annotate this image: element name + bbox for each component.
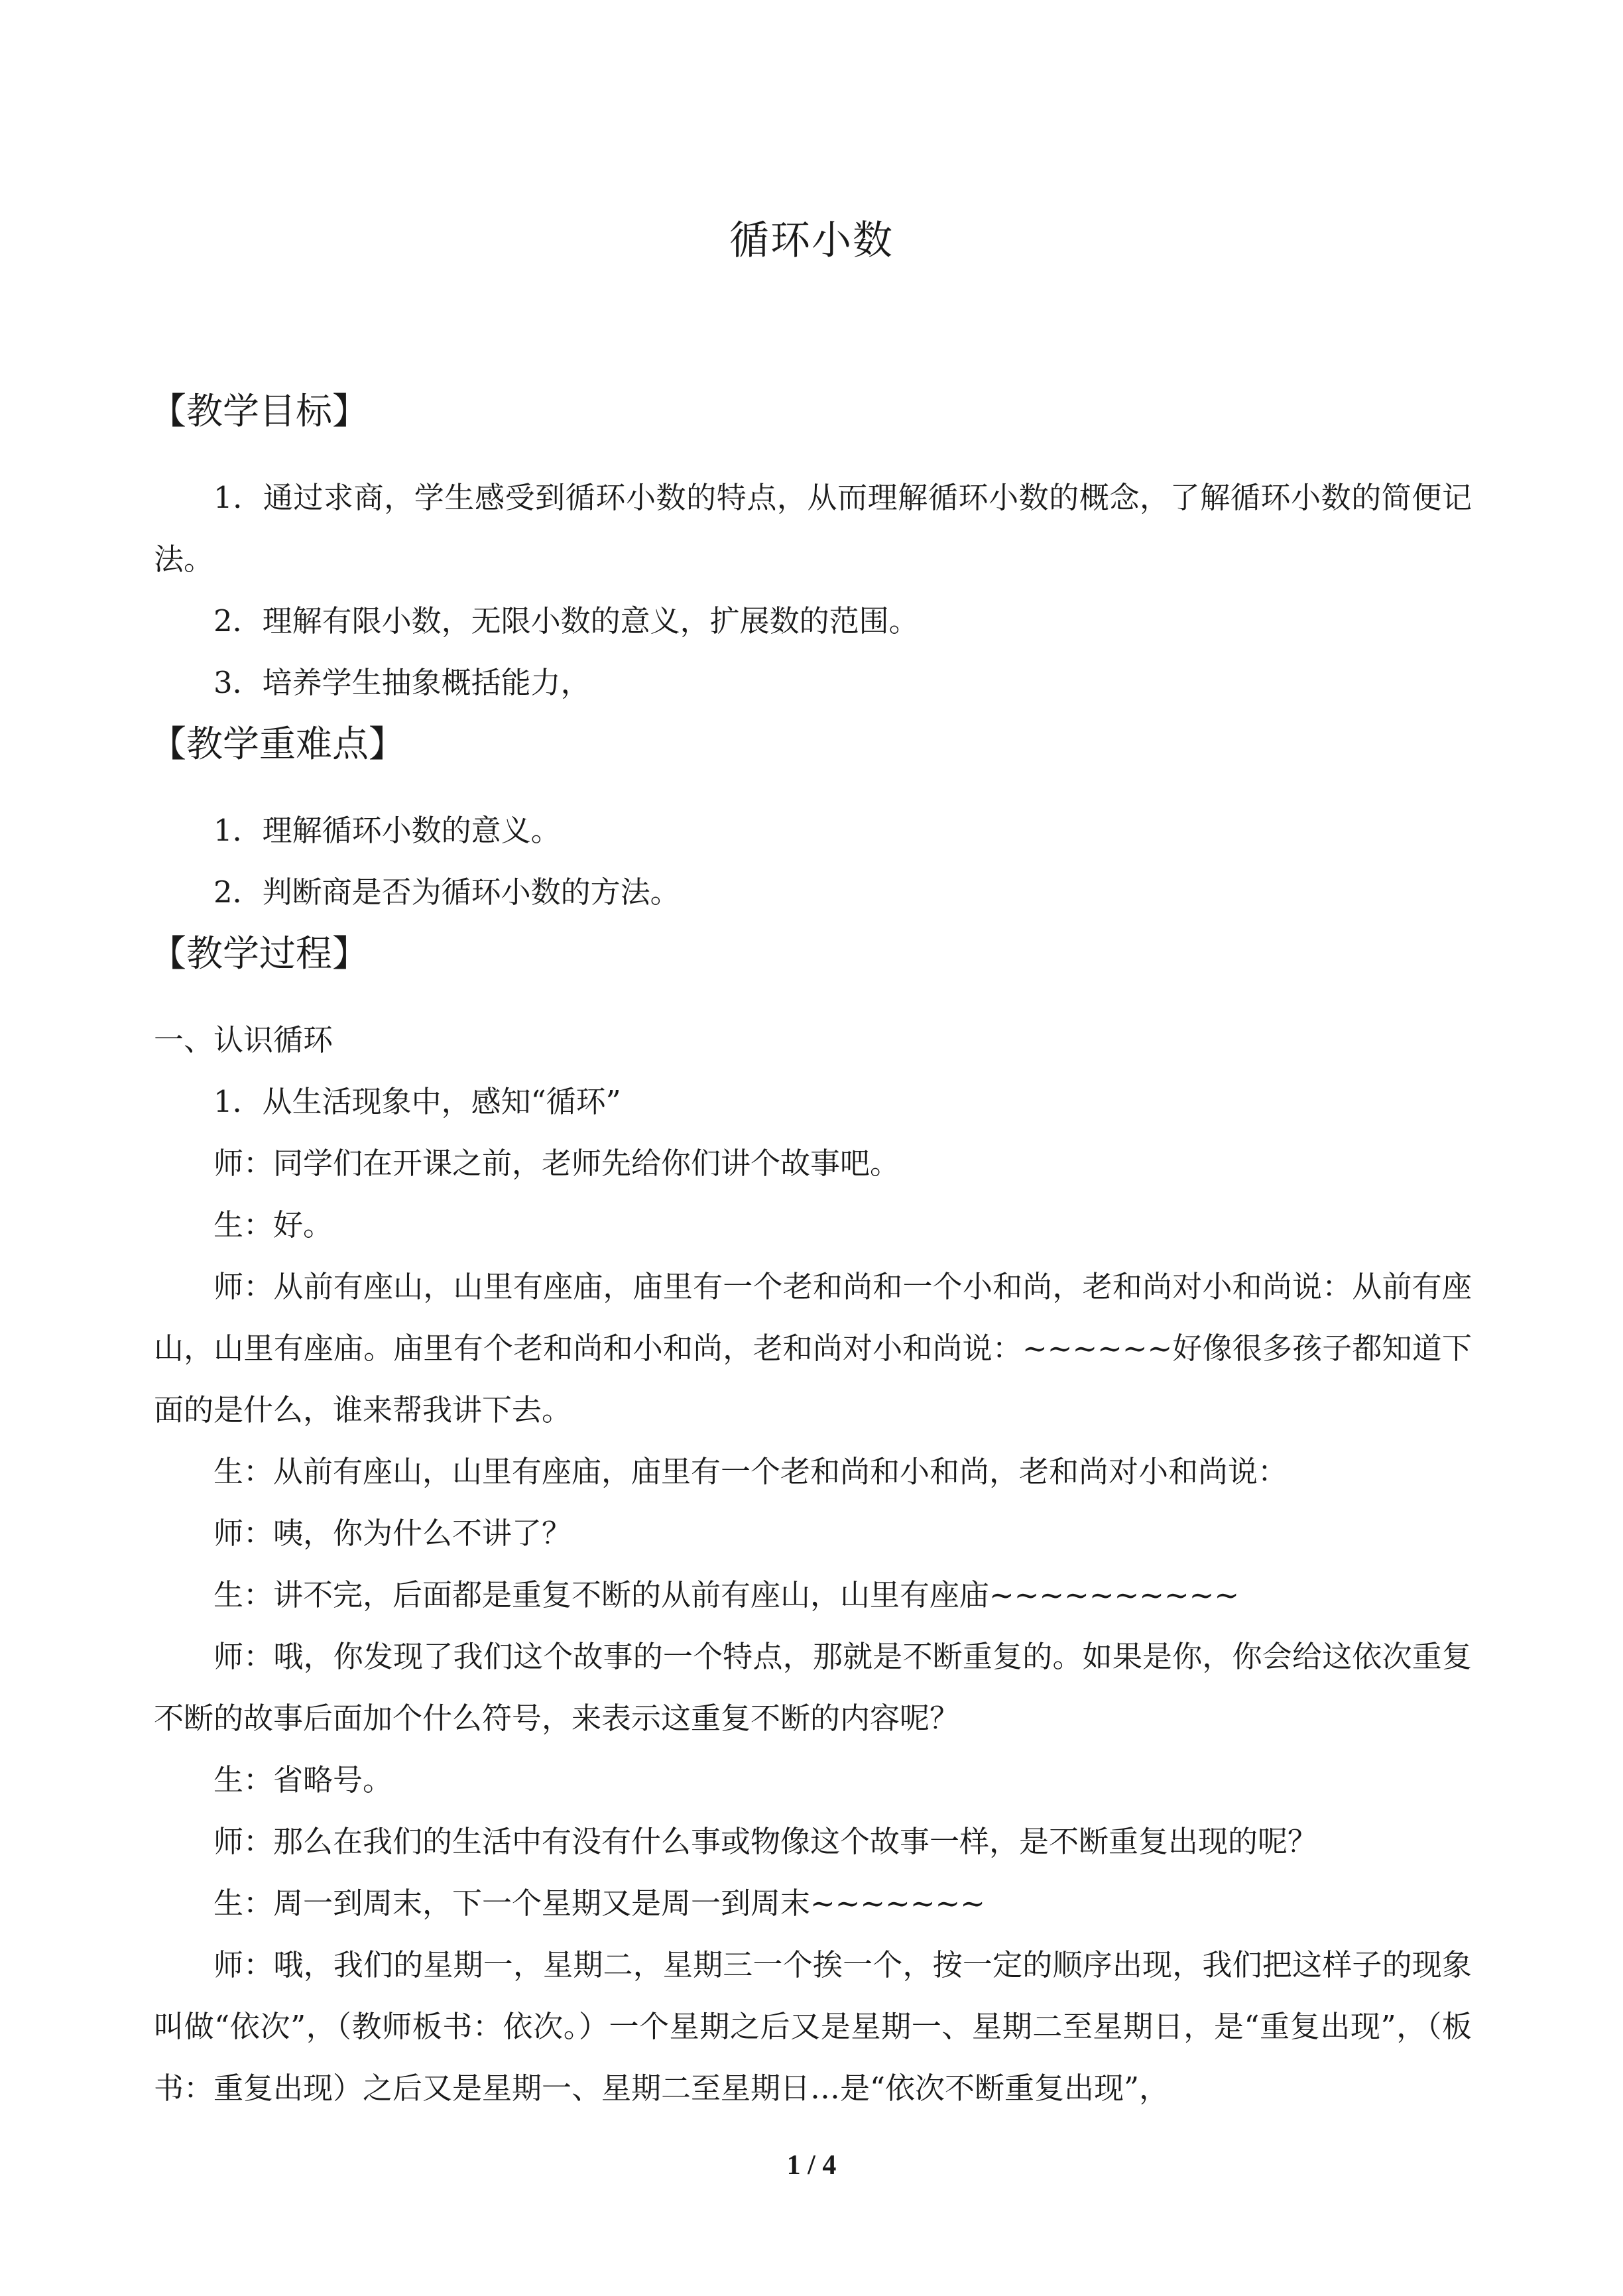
process-paragraph: 师：那么在我们的生活中有没有什么事或物像这个故事一样，是不断重复出现的呢？ — [213, 1824, 1318, 1859]
process-paragraph: 师：咦，你为什么不讲了？ — [213, 1516, 572, 1551]
key-point-item: 1．理解循环小数的意义。 — [213, 813, 561, 848]
process-paragraph: 师：同学们在开课之前，老师先给你们讲个故事吧。 — [213, 1146, 900, 1181]
section-heading-key-points: 【教学重难点】 — [150, 723, 406, 765]
objective-item: 1．通过求商，学生感受到循环小数的特点，从而理解循环小数的概念，了解循环小数的简便记法。 — [154, 480, 1472, 577]
process-paragraph: 生：周一到周末，下一个星期又是周一到周末~~~~~~~ — [213, 1886, 985, 1921]
key-point-item: 2．判断商是否为循环小数的方法。 — [213, 875, 680, 910]
section-heading-process: 【教学过程】 — [150, 932, 369, 975]
process-paragraph: 生：从前有座山，山里有座庙，庙里有一个老和尚和小和尚，老和尚对小和尚说： — [213, 1454, 1288, 1489]
process-subheading: 一、认识循环 — [154, 1022, 333, 1057]
process-paragraph: 生：讲不完，后面都是重复不断的从前有座山，山里有座庙~~~~~~~~~~ — [213, 1577, 1240, 1612]
process-paragraph: 师：哦，你发现了我们这个故事的一个特点，那就是不断重复的。如果是你，你会给这依次重复不断的故事后面加个什么符号，来表示这重复不断的内容呢？ — [154, 1639, 1472, 1736]
objective-item: 3．培养学生抽象概括能力， — [213, 665, 591, 700]
process-paragraph: 生：好。 — [213, 1207, 333, 1242]
document-body — [150, 385, 1472, 2119]
section-heading-objectives: 【教学目标】 — [150, 390, 369, 432]
objective-item: 2．理解有限小数，无限小数的意义，扩展数的范围。 — [213, 603, 919, 638]
process-paragraph: 1．从生活现象中，感知“循环” — [213, 1084, 621, 1119]
page-number: 1 / 4 — [786, 2150, 837, 2181]
document-title: 循环小数 — [729, 217, 894, 264]
process-paragraph: 生：省略号。 — [213, 1762, 393, 1797]
process-paragraph: 师：从前有座山，山里有座庙，庙里有一个老和尚和一个小和尚，老和尚对小和尚说：从前有座山，山里有座庙。庙里有个老和尚和小和尚，老和尚对小和尚说：~~~~~~好像很多孩子都知道下面的是什么，谁来帮我讲下去。 — [154, 1269, 1472, 1427]
process-paragraph: 师：哦，我们的星期一，星期二，星期三一个挨一个，按一定的顺序出现，我们把这样子的现象叫做“依次”，（教师板书：依次。）一个星期之后又是星期一、星期二至星期日，是“重复出现”，（板书：重复出现）之后又是星期一、星期二至星期日…是“依次不断重复出现”， — [154, 1947, 1472, 2106]
